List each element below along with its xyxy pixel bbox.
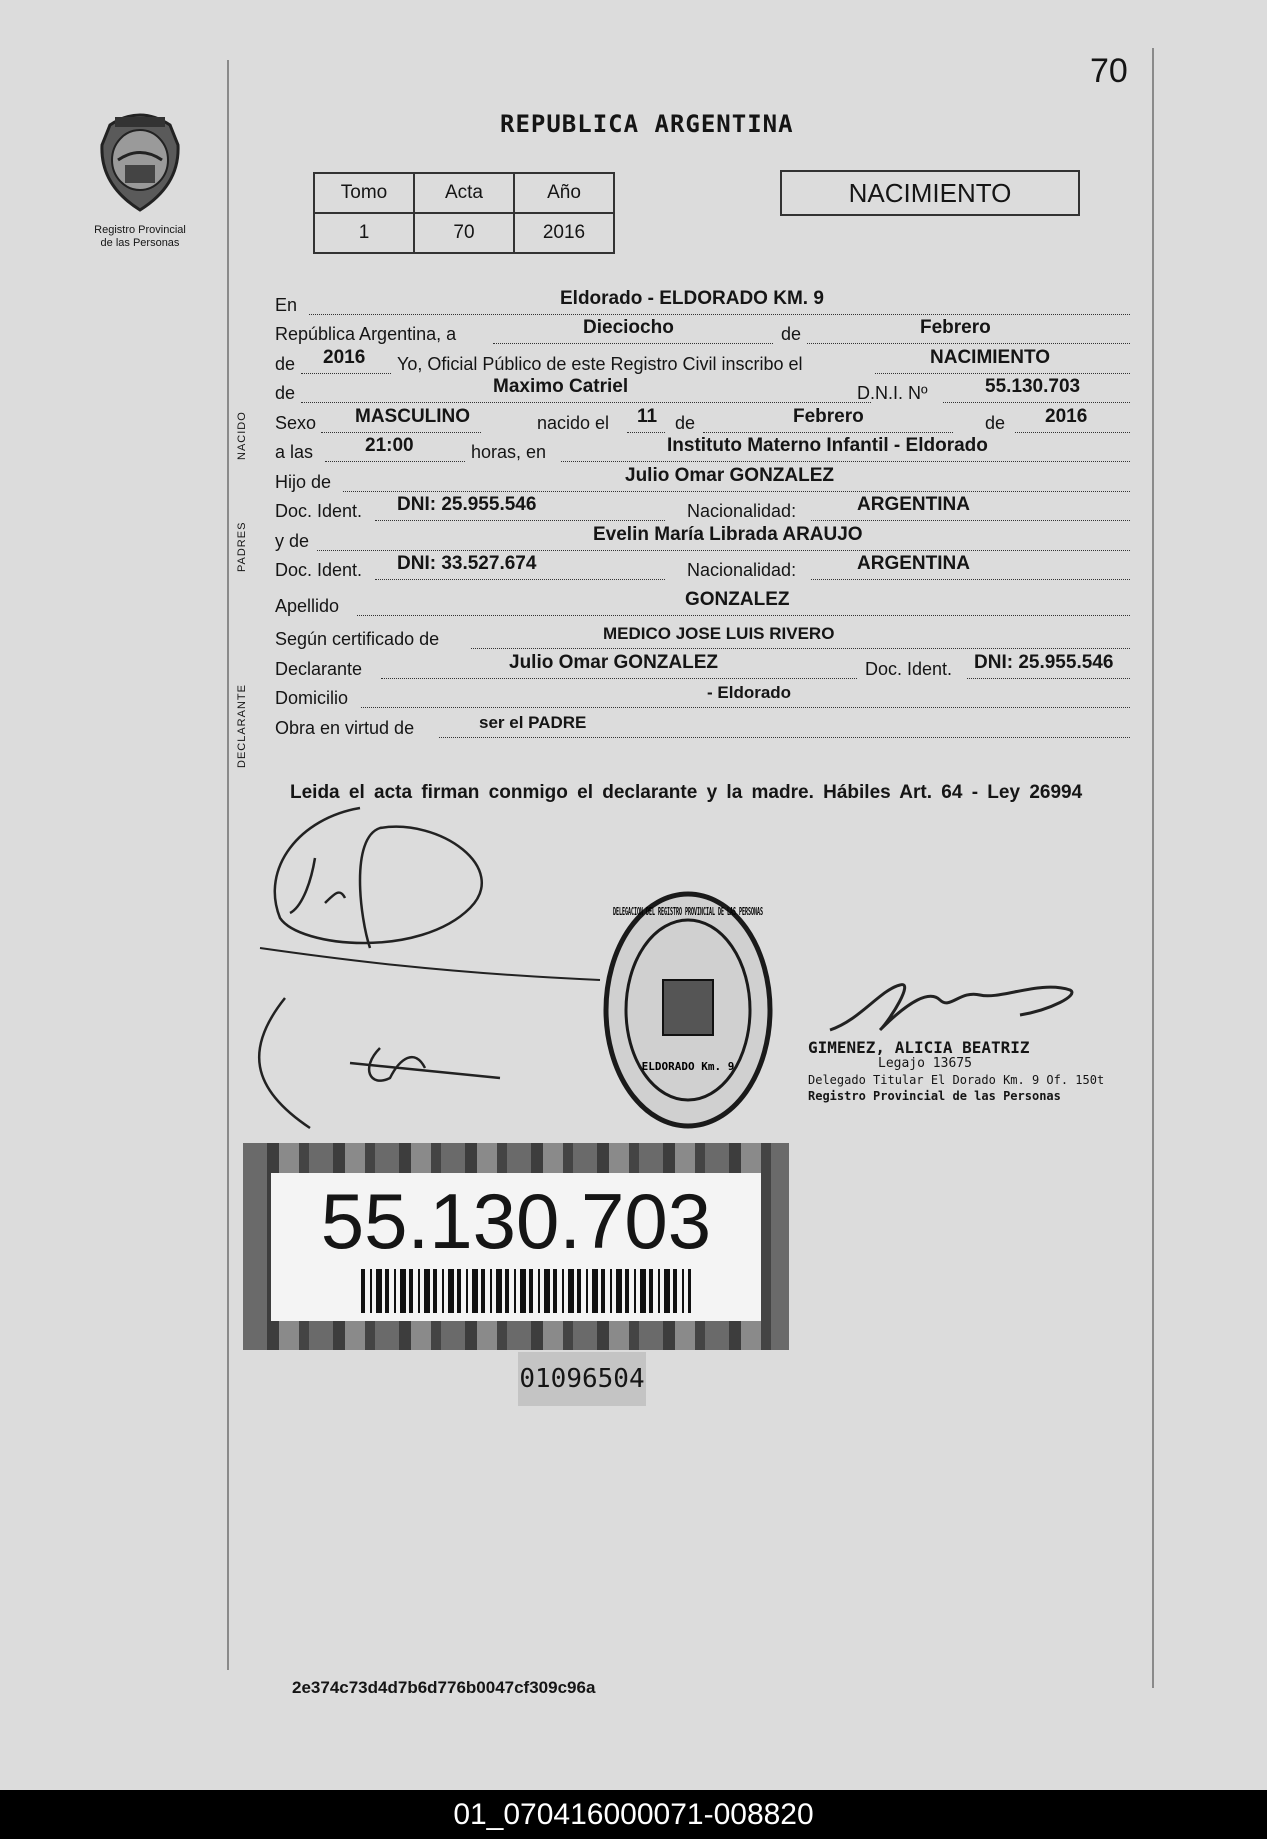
registry-value-row [314, 213, 614, 253]
value-declarant: Julio Omar GONZALEZ [509, 651, 719, 673]
form-row-certificate [275, 619, 1130, 652]
label-time: a las [275, 442, 314, 462]
value-mother: Evelin María Librada ARAUJO [593, 523, 863, 545]
right-margin-line [1152, 48, 1154, 1688]
birth-form [275, 288, 1130, 741]
label-acting: Obra en virtud de [275, 717, 415, 738]
label-de: de [275, 383, 296, 403]
form-row-sex [275, 406, 1130, 436]
barcode-icon [361, 1269, 691, 1313]
registry-stamp [598, 885, 778, 1135]
label-declarant-doc: Doc. Ident. [865, 658, 953, 679]
header-ano: Año [514, 173, 614, 213]
registry-header-row [314, 173, 614, 213]
header-acta: Acta [414, 173, 514, 213]
seal-label [70, 224, 210, 250]
coat-of-arms-icon [90, 105, 190, 215]
registry-seal [70, 105, 210, 250]
legal-note: Leida el acta firman conmigo el declarante y la madre. Hábiles Art. 64 - Ley 26994 [290, 782, 1083, 803]
seal-label-line2: de las Personas [100, 237, 180, 249]
form-row-date [275, 318, 1130, 348]
value-father-doc: DNI: 25.955.546 [397, 494, 537, 515]
header-tomo: Tomo [314, 173, 414, 213]
label-doc: Doc. Ident. [275, 560, 363, 580]
value-birth-place: Instituto Materno Infantil - Eldorado [667, 435, 988, 456]
stamp-inner-text: ELDORADO Km. 9 [641, 1060, 735, 1073]
sticker-dni-number: 55.130.703 [320, 1177, 712, 1265]
dni-sticker [243, 1143, 789, 1350]
form-row-father-doc [275, 495, 1130, 525]
seal-label-line1: Registro Provincial [94, 224, 186, 236]
label-republic: República Argentina, a [275, 324, 457, 344]
official-block [808, 1040, 1118, 1104]
value-name: Maximo Catriel [493, 376, 629, 397]
file-footer: 01_070416000071-008820 [0, 1790, 1267, 1839]
form-row-mother [275, 524, 1130, 554]
act-type-box: NACIMIENTO [780, 170, 1080, 216]
side-label-born: NACIDO [236, 411, 248, 460]
form-row-official [275, 347, 1130, 377]
value-place: Eldorado - ELDORADO KM. 9 [560, 287, 824, 309]
label-nationality: Nacionalidad: [687, 560, 797, 580]
label-official-text: Yo, Oficial Público de este Registro Civil inscribo el [397, 353, 803, 374]
document-hash: 2e374c73d4d7b6d776b0047cf309c96a [292, 1678, 596, 1697]
label-de: de [985, 412, 1006, 433]
registry-table [313, 172, 615, 254]
label-declarant: Declarante [275, 658, 363, 679]
label-surname: Apellido [275, 596, 340, 616]
form-row-surname [275, 583, 1130, 619]
value-day-words: Dieciocho [583, 317, 674, 338]
label-de: de [275, 353, 296, 374]
value-year: 2016 [323, 346, 366, 368]
page-number: 70 [1090, 52, 1128, 90]
value-mother-nationality: ARGENTINA [857, 553, 970, 574]
sticker-panel [271, 1173, 761, 1321]
value-birth-month: Febrero [793, 405, 864, 427]
label-en: En [275, 294, 298, 315]
label-nationality: Nacionalidad: [687, 501, 797, 521]
label-hours: horas, en [471, 442, 547, 462]
form-row-father [275, 465, 1130, 495]
value-acting: ser el PADRE [479, 712, 587, 732]
value-act-word: NACIMIENTO [930, 346, 1050, 368]
value-declarant-doc: DNI: 25.955.546 [974, 651, 1114, 673]
form-row-place [275, 288, 1130, 318]
official-role: Delegado Titular El Dorado Km. 9 Of. 150t [808, 1073, 1105, 1087]
form-row-address [275, 682, 1130, 712]
value-address: - Eldorado [707, 683, 792, 702]
left-margin-line [227, 60, 229, 1670]
label-dni: D.N.I. Nº [857, 383, 928, 403]
value-month: Febrero [920, 317, 991, 338]
official-org: Registro Provincial de las Personas [808, 1089, 1061, 1103]
value-acta: 70 [414, 213, 514, 253]
label-sex: Sexo [275, 412, 317, 433]
label-doc: Doc. Ident. [275, 501, 363, 521]
form-row-declarant [275, 652, 1130, 682]
value-father: Julio Omar GONZALEZ [625, 464, 835, 486]
side-label-parents: PADRES [236, 521, 248, 572]
label-de: de [675, 412, 696, 433]
declarant-signature [240, 798, 540, 1138]
form-row-time [275, 436, 1130, 466]
form-row-mother-doc [275, 554, 1130, 584]
value-surname: GONZALEZ [685, 589, 790, 610]
value-mother-doc: DNI: 33.527.674 [397, 553, 537, 574]
label-born-on: nacido el [537, 412, 610, 433]
form-row-name [275, 377, 1130, 407]
value-birth-year: 2016 [1045, 405, 1088, 427]
stamp-ring-text: DELEGACION DEL REGISTRO PROVINCIAL DE LAS PERSONAS [613, 905, 763, 918]
value-birth-day: 11 [637, 405, 658, 427]
value-sex: MASCULINO [355, 405, 471, 427]
label-child-of: Hijo de [275, 471, 332, 492]
form-row-acting [275, 711, 1130, 741]
label-de: de [781, 324, 802, 344]
label-address: Domicilio [275, 688, 349, 708]
label-certificate: Según certificado de [275, 629, 440, 649]
value-certificate: MEDICO JOSE LUIS RIVERO [603, 624, 835, 643]
value-tomo: 1 [314, 213, 414, 253]
value-father-nationality: ARGENTINA [857, 494, 970, 515]
value-time: 21:00 [365, 435, 414, 456]
document-title: REPUBLICA ARGENTINA [500, 110, 794, 138]
value-ano: 2016 [514, 213, 614, 253]
value-dni: 55.130.703 [985, 376, 1081, 397]
official-legajo: Legajo 13675 [878, 1056, 972, 1071]
serial-number: 01096504 [518, 1352, 646, 1406]
label-and: y de [275, 530, 310, 551]
official-name: GIMENEZ, ALICIA BEATRIZ [808, 1038, 1030, 1057]
side-label-declarant: DECLARANTE [236, 684, 248, 768]
